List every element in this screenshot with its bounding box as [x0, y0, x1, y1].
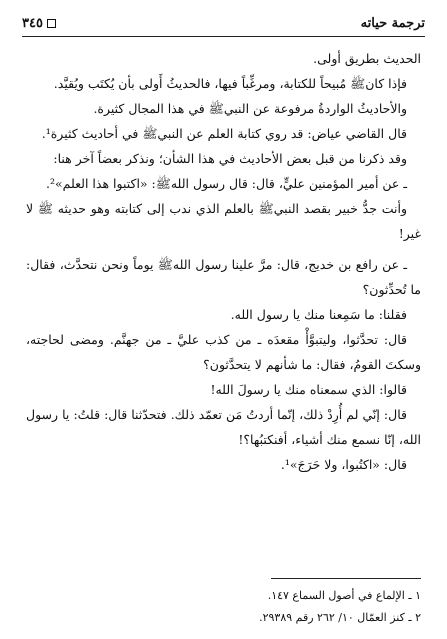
- paragraph: قال: تحدَّثوا، وليتبوَّأْ مقعدَه ـ من كذب عليَّ ـ من جهنَّم. ومضى لحاجته، وسكتَ القومُ، فقال: ما شأنهم لا يتحدَّثون؟: [26, 332, 421, 372]
- paragraph: قال القاضي عياض: قد روي كتابة العلم عن النبيﷺ في أحاديث كثيرة¹.: [41, 126, 407, 141]
- paragraph: وقد ذكرنا من قبل بعض الأحاديث في هذا الشأن؛ ونذكر بعضاً آخر هنا:: [53, 151, 407, 166]
- header-divider: [22, 36, 425, 37]
- paragraph: والأحاديثُ الواردةُ مرفوعة عن النبيﷺ في هذا المجال كثيرة.: [93, 101, 407, 116]
- square-icon: [47, 19, 56, 28]
- page-number-text: ٣٤٥: [22, 15, 43, 31]
- paragraph: ـ عن رافع بن خديج، قال: مرَّ علينا رسول اللهﷺ يوماً ونحن نتحدَّث، فقال: ما تُحدِّثون؟: [26, 257, 421, 297]
- running-title: ترجمة حياته: [360, 15, 425, 31]
- paragraph: وأنت جدُّ خبير بقصد النبيﷺ بالعلم الذي ندب إلى كتابته وهو حديثه ﷺ لا غير!: [26, 201, 421, 241]
- footnote: ١ ـ الإلماع في أصول السماع ١٤٧.: [267, 589, 421, 602]
- footnote: ٢ ـ كنز العمّال ١٠/ ٢٦٢ رقم ٢٩٣٨٩.: [259, 611, 421, 624]
- paragraph: قال: إنّي لم أُرِدْ ذلك، إنّما أردتُ مَن تعمّد ذلك. فتحدّثنا قال: قلتُ: يا رسول الله، إنّا نسمع منك أشياء، أفنكتبُها؟!: [26, 407, 421, 447]
- page-header: [22, 12, 425, 34]
- paragraph: ـ عن أمير المؤمنين عليٍّ، قال: قال رسول اللهﷺ: «اكتبوا هذا العلم»².: [46, 176, 407, 191]
- paragraph: فقلنا: ما سَمِعنا منك يا رسول الله.: [230, 307, 407, 322]
- page-number: [22, 16, 56, 31]
- paragraph: قالوا: الذي سمعناه منك يا رسولَ الله!: [210, 382, 407, 397]
- footnote-divider: [271, 578, 421, 579]
- main-text: [26, 46, 421, 477]
- paragraph: الحديث بطريق أولى.: [313, 51, 421, 66]
- paragraph: فإذا كانﷺ مُبيحاً للكتابة، ومرغِّباً فيها، فالحديثُ أَولى بأن يُكتَب ويُقيَّد.: [53, 76, 407, 91]
- paragraph: قال: «اكتُبوا، ولا حَرَجَ»¹.: [280, 457, 407, 472]
- footnotes: [26, 578, 421, 629]
